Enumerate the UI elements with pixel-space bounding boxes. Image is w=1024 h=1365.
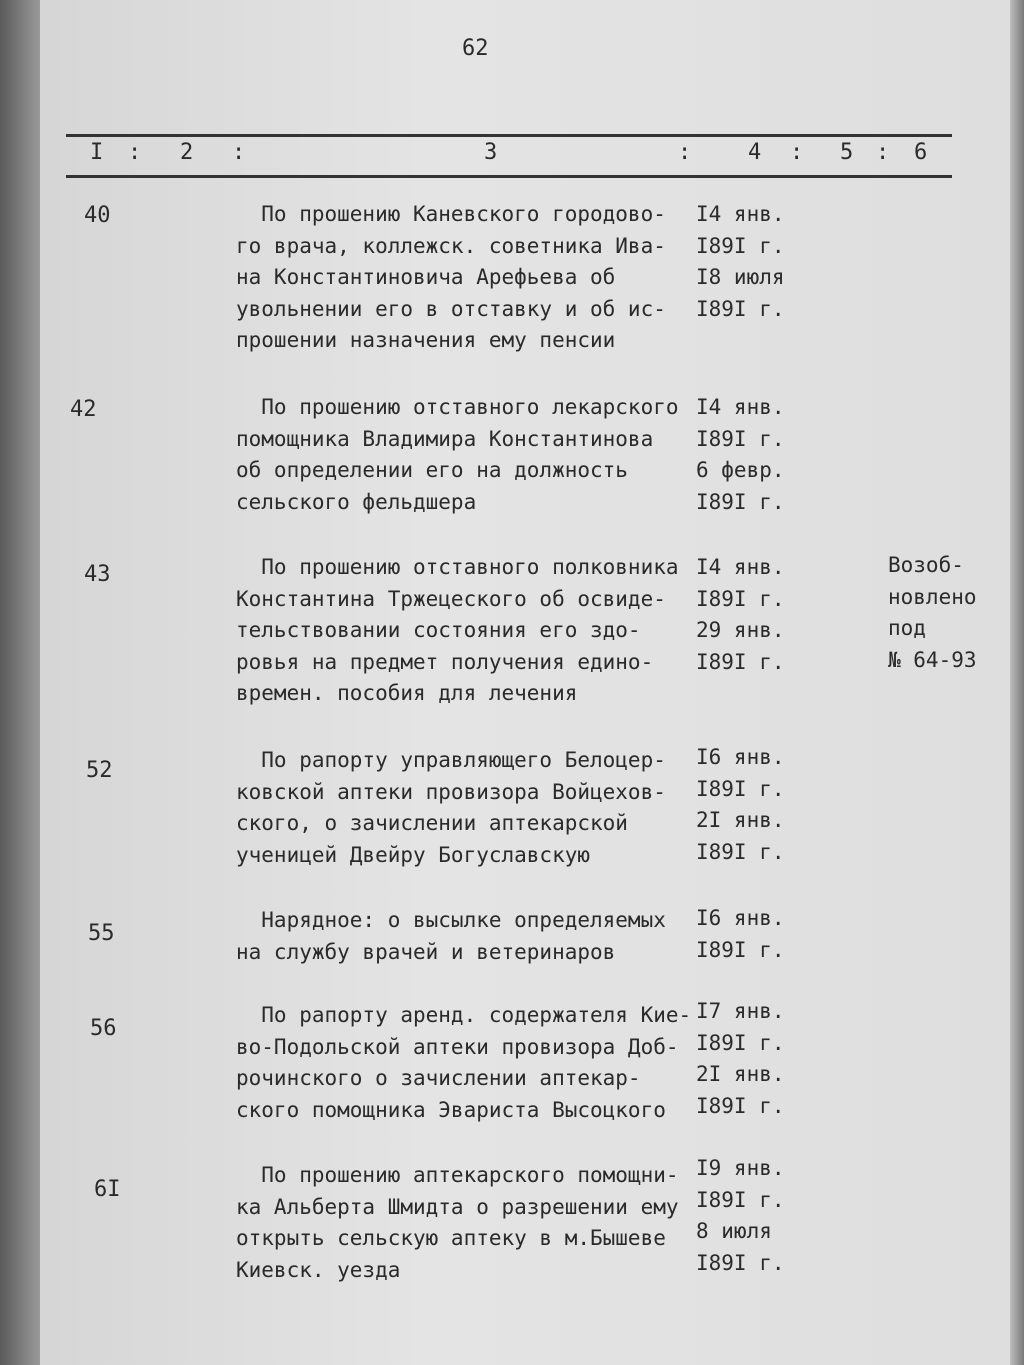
header-col4: 4 [748,140,762,165]
header-top-rule [66,134,952,137]
header-sep4: : [790,140,804,165]
entry-dates: I7 янв. I89I г. 2I янв. I89I г. [696,999,785,1118]
entry-description: Нарядное: о высылке определяемых на службу врачей и ветеринаров [236,908,666,964]
header-sep5: : [876,140,890,165]
header-col2: 2 [180,140,194,165]
entry-number: 52 [86,758,113,783]
header-col6: 6 [914,140,928,165]
entry-description: По прошению аптекарского помощни- ка Альберта Шмидта о разрешении ему открыть сельскую аптеку в м.Бышеве Киевск. уезда [236,1163,679,1282]
entry-number: 42 [70,397,97,422]
header-bottom-rule [66,175,952,178]
entry-description: По прошению отставного полковника Константина Тржецеского об освиде- тельствовании состояния его здо- ровья на предмет получения едино- времен. пособия для лечения [236,555,679,705]
page-number: 62 [462,36,489,61]
entry-number: 40 [84,203,111,228]
entry-dates: I4 янв. I89I г. I8 июля I89I г. [696,202,785,321]
entry-dates: I9 янв. I89I г. 8 июля I89I г. [696,1156,785,1275]
entry-number: 43 [84,562,111,587]
entry-description: По прошению отставного лекарского помощника Владимира Константинова об определении его на должность сельского фельдшера [236,395,679,514]
entry-dates: I4 янв. I89I г. 6 февр. I89I г. [696,395,785,514]
entry-number: 56 [90,1016,117,1041]
page-shadow-right [1010,0,1024,1365]
entry-description: По рапорту аренд. содержателя Кие- во-Подольской аптеки провизора Доб- рочинского о зачислении аптекар- ского помощника Эвариста Высоцкого [236,1003,692,1122]
entry-number: 6I [94,1177,121,1202]
entry-note: Возоб- новлено под № 64-93 [888,553,977,672]
entry-dates: I6 янв. I89I г. [696,906,785,962]
entry-number: 55 [88,921,115,946]
page-shadow-left [0,0,40,1365]
entry-dates: I6 янв. I89I г. 2I янв. I89I г. [696,745,785,864]
header-col1: I [90,140,104,165]
entry-dates: I4 янв. I89I г. 29 янв. I89I г. [696,555,785,674]
header-sep2: : [232,140,246,165]
header-sep3: : [678,140,692,165]
header-col3: 3 [484,140,498,165]
entry-description: По прошению Каневского городово- го врача, коллежск. советника Ива- на Константиновича Арефьева об увольнении его в отставку и об ис- прошении назначения ему пенсии [236,202,666,352]
entry-description: По рапорту управляющего Белоцер- ковской аптеки провизора Войцехов- ского, о зачислении аптекарской ученицей Двейру Богуславскую [236,748,666,867]
header-col5: 5 [840,140,854,165]
header-sep1: : [128,140,142,165]
